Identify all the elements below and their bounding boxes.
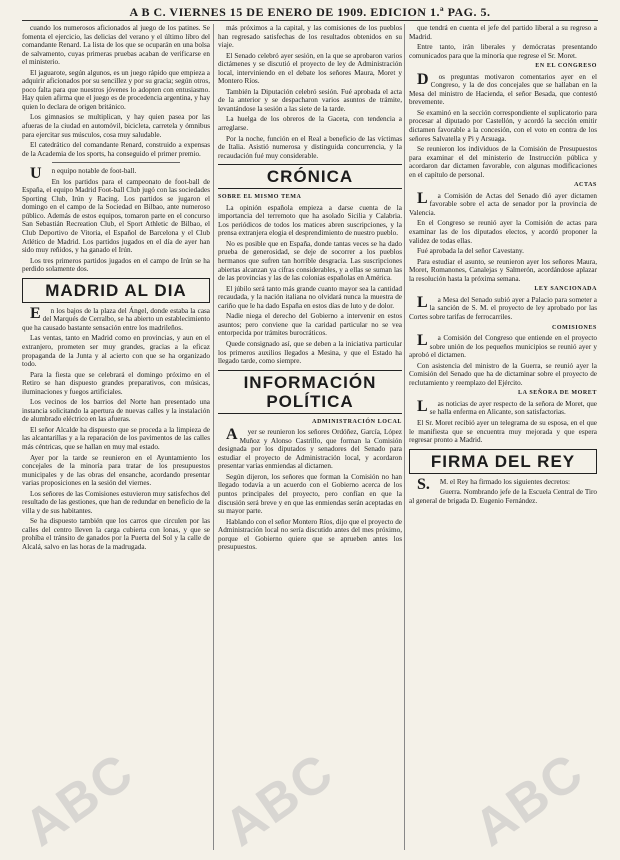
paragraph: El Sr. Moret recibió ayer un telegrama de su esposa, en el que le manifiesta que se encuentra muy mejorada y que espera regresar pronto a Madrid. bbox=[409, 418, 597, 445]
paragraph: Las ventas, tanto en Madrid como en provincias, y aun en el extranjero, prometen ser muy grandes, gracias a la eficaz propaganda de la Junta y al acierto con que se ha organizado todo. bbox=[22, 334, 210, 369]
paragraph: Los tres primeros partidos jugados en el campo de Irún se ha perdido solamente dos. bbox=[22, 256, 210, 274]
section-lead: Un equipo notable de foot-ball. bbox=[30, 165, 137, 183]
paragraph: S.M. el Rey ha firmado los siguientes decretos: bbox=[417, 475, 571, 493]
paragraph: En los bajos de la plaza del Ángel, donde estaba la casa del Marqués de Cerralbo, se ha abierto un establecimiento que ha causado bastante sensación entre los madrileños. bbox=[22, 304, 210, 332]
paragraph: Para la fiesta que se celebrará el domingo próximo en el Retiro se han dispuesto grandes preparativos, con músicas, iluminaciones y fuegos artificiales. bbox=[22, 370, 210, 396]
watermark: ABC bbox=[14, 742, 145, 858]
column-1 bbox=[22, 24, 210, 850]
divider bbox=[52, 162, 180, 163]
paragraph: Guerra. Nombrando jefe de la Escuela Central de Tiro al general de brigada D. Eugenio Fernández. bbox=[409, 488, 597, 505]
paragraph: más próximos a la capital, y las comisiones de los pueblos han regresado satisfechas de los resultados obtenidos en su viaje. bbox=[218, 24, 402, 50]
column-3 bbox=[404, 24, 597, 850]
section-heading-firma: FIRMA DEL REY bbox=[409, 449, 597, 474]
page-header: A B C. VIERNES 15 DE ENERO DE 1909. EDICION 1.ª PAG. 5. bbox=[22, 4, 598, 21]
paragraph: La Mesa del Senado subió ayer a Palacio para someter a la sanción de S. M. el proyecto de ley aprobado por las Cortes sobre tarifas de ferrocarriles. bbox=[409, 293, 597, 321]
paragraph: que tendrá en cuenta el jefe del partido liberal a su regreso a Madrid. bbox=[409, 24, 597, 41]
paragraph: El señor Alcalde ha dispuesto que se proceda a la limpieza de las alcantarillas y a la reparación de los pavimentos de las calles más céntricas, que se hallan en muy mal estado. bbox=[22, 425, 210, 451]
section-subheading: LEY SANCIONADA bbox=[534, 286, 597, 293]
paragraph: Fué aprobada la del señor Cavestany. bbox=[417, 247, 524, 256]
section-heading-madrid: MADRID AL DIA bbox=[22, 278, 210, 303]
section-subheading: EN EL CONGRESO bbox=[535, 63, 597, 70]
section-subheading: SOBRE EL MISMO TEMA bbox=[218, 194, 302, 201]
paragraph: Ayer se reunieron los señores Ordóñez, García, López Muñoz y Alonso Castrillo, que forman la Comisión designada por los diputados y senadores del Senado para estudiar el proyecto de Administración local, y acordaron presentar varias enmiendas al dictamen. bbox=[218, 426, 402, 471]
paragraph: La Comisión de Actas del Senado dió ayer dictamen favorable sobre el acta de senador por la provincia de Valencia. bbox=[409, 189, 597, 217]
paragraph: Por la noche, función en el Real a beneficio de las víctimas de Italia. Asistió numerosa y distinguida concurrencia, y la recaudación fué muy considerable. bbox=[218, 134, 402, 160]
paragraph: Quede consignado así, que se deben a la iniciativa particular los primeros auxilios llegados a Mesina, y que el Estado ha llegado tarde, como siempre. bbox=[218, 339, 402, 366]
paragraph: cuando los numerosos aficionados al juego de los patines. Se fomenta el ejercicio, las delicias del verano y el último libro del comandante Renard. La lista de los que se ocuparán en una bolsa de salvamento, cuyas primeras pruebas acaban de verificarse en el ministerio. bbox=[22, 24, 210, 67]
section-subheading: COMISIONES bbox=[551, 324, 597, 331]
paragraph: En el Congreso se reunió ayer la Comisión de actas para examinar las de los diputados electos, y acordó proponer la validez de todas ellas. bbox=[409, 219, 597, 245]
paragraph: La huelga de los obreros de la Gaceta, con tendencia a arreglarse. bbox=[218, 115, 402, 133]
paragraph: Se ha dispuesto también que los carros que circulen por las calles del centro lleven la carga cubierta con lonas, y que se prohíba el tránsito de ganados por la Puerta del Sol y la calle de Alcalá, salvo en las horas de la madrugada. bbox=[22, 517, 210, 551]
paragraph: También la Diputación celebró sesión. Fué aprobada el acta de la anterior y se despacharon varios asuntos de trámite, levantándose la sesión a las siete de la tarde. bbox=[218, 87, 402, 113]
paragraph: Se reunieron los individuos de la Comisión de Presupuestos para examinar el del ministerio de Instrucción pública y acordaron dar dictamen favorable, con algunas modificaciones en el capítulo de personal. bbox=[409, 145, 597, 179]
watermark: ABC bbox=[214, 742, 345, 858]
paragraph: En los partidos para el campeonato de foot-ball de España, el equipo Madrid Foot-ball Club jugó con las sociedades Sporting Club, Irún y Racing. Los partidos se jugaron el domingo en el campo de la Sociedad en Bilbao, ante numeroso público. Además de estos equipos, tomaron parte en el concurso San Sebastián Recreation Club, el Sport Athletic de Bilbao, el Club Deportivo de Vitoria, el Español de Barcelona y el Club Atlético de Madrid. Los partidos jugados en el día de ayer han sido muy reñidos, y ha ganado el Irún. bbox=[22, 177, 210, 255]
watermark: ABC bbox=[464, 742, 595, 858]
section-subheading: LA SEÑORA DE MORET bbox=[518, 390, 597, 397]
paragraph: Los vecinos de los barrios del Norte han presentado una instancia solicitando la apertura de nuevas calles y la instalación de alumbrado eléctrico en las afueras. bbox=[22, 398, 210, 424]
paragraph: Los gimnasios se multiplican, y hay quien pasea por las afueras de la ciudad en automóvil, bicicleta, carretela y ómnibus para ejercitar sus músculos, cosa muy saludable. bbox=[22, 113, 210, 139]
paragraph: Para estudiar el asunto, se reunieron ayer los señores Maura, Moret, Romanones, Canalejas y Salmerón, acordándose aplazar la resolución hasta la próxima semana. bbox=[409, 257, 597, 283]
section-heading-cronica: CRÓNICA bbox=[218, 164, 402, 189]
paragraph: La Comisión del Congreso que entiende en el proyecto sobre unión de los pequeños municipios se reunió ayer y aprobó el dictamen. bbox=[409, 332, 597, 360]
column-2 bbox=[213, 24, 402, 850]
paragraph: Entre tanto, irán liberales y demócratas presentando comunicados para que la minoría que regrese el Sr. Moret. bbox=[409, 43, 597, 60]
paragraph: Ayer por la tarde se reunieron en el Ayuntamiento los concejales de la minoría para tratar de los presupuestos municipales y de las obras del ensanche, acordando presentar varias proposiciones en la sesión del viernes. bbox=[22, 453, 210, 488]
paragraph: El júbilo será tanto más grande cuanto mayor sea la cantidad recaudada, y la nación italiana no olvidará nunca la muestra de cariño que le ha dado España en estos días de luto y de dolor. bbox=[218, 284, 402, 310]
paragraph: La opinión española empieza a darse cuenta de la importancia del terremoto que ha asolado Sicilia y Calabria. Los periódicos de todos los matices abren suscripciones, y la prensa extranjera elogia el desprendimiento de nuestro pueblo. bbox=[218, 203, 402, 238]
paragraph: El Senado celebró ayer sesión, en la que se aprobaron varios dictámenes y se discutió el proyecto de ley de Administración local, interviniendo en el debate los señores Maura, Moret y Montero Ríos. bbox=[218, 51, 402, 86]
paragraph: Las noticias de ayer respecto de la señora de Moret, que se halla enferma en Alicante, son satisfactorias. bbox=[417, 397, 597, 417]
section-heading-politica: INFORMACIÓN POLÍTICA bbox=[218, 370, 402, 414]
paragraph: Se examinó en la sección correspondiente el suplicatorio para procesar al diputado por Castellón, y acordó la sección emitir dictamen favorable a la concesión, con el voto en contra de los señores Salvatella y Pi y Arsuaga. bbox=[409, 108, 597, 143]
paragraph: Según dijeron, los señores que forman la Comisión no han llegado todavía a un acuerdo con el Gobierno acerca de los puntos principales del proyecto, pero confían en que la discusión será breve y en que las enmiendas serán aceptadas en su mayor parte. bbox=[218, 472, 402, 516]
paragraph: No es posible que en España, donde tantas veces se ha dado prueba de generosidad, se deje de socorrer a los pueblos hermanos que sufren tan horrible desgracia. Las suscripciones abiertas alcanzan ya cifras considerables, y a ellas se suman las de las provincias y las de las colonias españolas en América. bbox=[218, 239, 402, 283]
section-subheading: ADMINISTRACIÓN LOCAL bbox=[312, 418, 402, 425]
paragraph: Con asistencia del ministro de la Guerra, se reunió ayer la Comisión del Senado que ha de dictaminar sobre el proyecto de reclutamiento y reemplazo del Ejército. bbox=[409, 361, 597, 387]
paragraph: El jaguarote, según algunos, es un juego rápido que empieza a adquirir aficionados por su sencillez y por su gracia; según otros, poco falta para que nuestros jóvenes lo adopten con entusiasmo. Hay quien afirma que el juego es de procedencia argentina, y hay quien lo declara de origen británico. bbox=[22, 68, 210, 111]
paragraph: Hablando con el señor Montero Ríos, dijo que el proyecto de Administración local no sería discutido antes del mes próximo, porque el Gobierno quiere que se aprueben antes los presupuestos. bbox=[218, 517, 402, 552]
paragraph: Los señores de las Comisiones estuvieron muy satisfechos del resultado de las gestiones, que han de redundar en beneficio de la villa y de sus habitantes. bbox=[22, 489, 210, 515]
paragraph: El catedrático del comandante Renard, construido a expensas de la Academia de los sports, ha conseguido el primer premio. bbox=[22, 141, 210, 158]
paragraph: Nadie niega el derecho del Gobierno a intervenir en estos asuntos; pero conviene que la caridad particular no se vea entorpecida por trámites burocráticos. bbox=[218, 312, 402, 338]
paragraph: Dos preguntas motivaron comentarios ayer en el Congreso, y la de dos concejales que se hallaban en la Mesa del ministro de Hacienda, el señor Besada, que contestó brevemente. bbox=[409, 70, 597, 107]
section-subheading: ACTAS bbox=[574, 182, 597, 189]
